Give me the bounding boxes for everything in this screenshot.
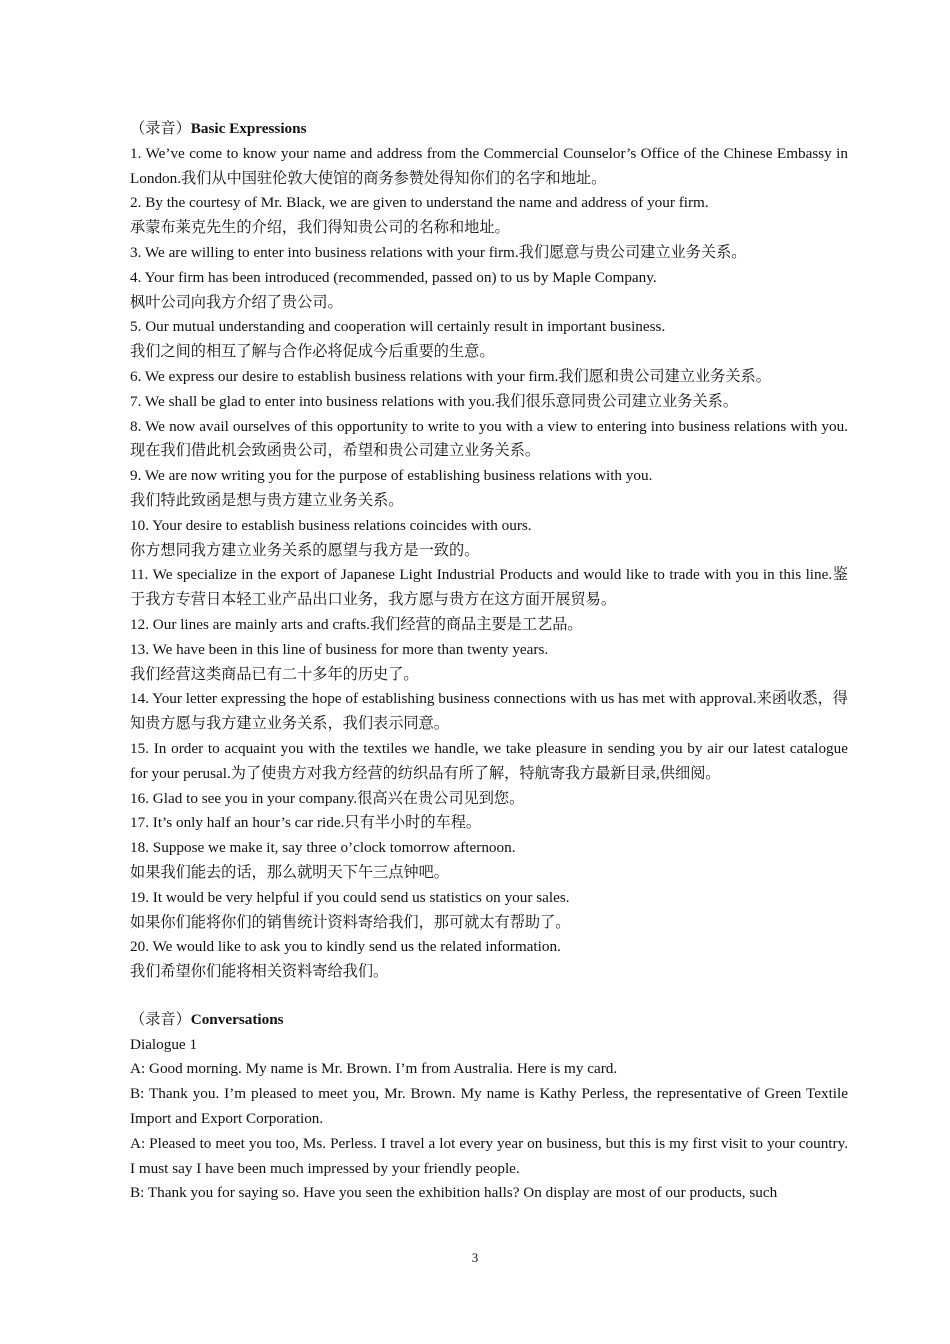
expression-item: 18. Suppose we make it, say three o’clock tomorrow afternoon. [130, 839, 516, 857]
expression-item: 2. By the courtesy of Mr. Black, we are given to understand the name and address of your firm. [130, 194, 709, 212]
expression-item: 13. We have been in this line of business for more than twenty years. [130, 640, 549, 658]
expression-translation: 我们希望你们能将相关资料寄给我们。 [130, 963, 389, 981]
expression-item: 17. It’s only half an hour’s car ride.只有半小时的车程。 [130, 814, 482, 832]
expression-item: 6. We express our desire to establish business relations with your firm.我们愿和贵公司建立业务关系。 [130, 367, 771, 385]
heading-title: Conversations [190, 1010, 284, 1028]
expression-item: 5. Our mutual understanding and cooperation will certainly result in important business. [130, 318, 666, 336]
document-page [130, 117, 848, 1206]
expression-item: 12. Our lines are mainly arts and crafts.我们经营的商品主要是工艺品。 [130, 615, 583, 633]
expression-translation: 我们之间的相互了解与合作必将促成今后重要的生意。 [130, 343, 495, 361]
expression-translation: 我们特此致函是想与贵方建立业务关系。 [130, 491, 404, 509]
heading-title: Basic Expressions [190, 120, 307, 137]
section-heading-basic-expressions [130, 117, 848, 142]
expression-item: 19. It would be very helpful if you could send us statistics on your sales. [130, 888, 570, 906]
dialogue-line: A: Good morning. My name is Mr. Brown. I’m from Australia. Here is my card. [130, 1060, 618, 1078]
page-number: 3 [471, 1250, 479, 1265]
expression-item: 15. In order to acquaint you with the textiles we handle, we take pleasure in sending you by air our latest catalogue for your perusal.为了使贵方对我方经营的纺织品有所了解，特航寄我方最新目录,供细阅。 [130, 739, 848, 782]
dialogue-title: Dialogue 1 [130, 1035, 198, 1053]
expression-item: 14. Your letter expressing the hope of establishing business connections with us has met with approval.来函收悉，得知贵方愿与我方建立业务关系，我们表示同意。 [130, 690, 848, 733]
dialogue-line: B: Thank you for saying so. Have you seen the exhibition halls? On display are most of our products, such [130, 1184, 778, 1202]
expression-translation: 如果我们能去的话，那么就明天下午三点钟吧。 [130, 863, 449, 881]
expression-item: 9. We are now writing you for the purpose of establishing business relations with you. [130, 467, 653, 485]
heading-prefix: （录音） [130, 120, 191, 137]
expression-translation: 承蒙布莱克先生的介绍，我们得知贵公司的名称和地址。 [130, 219, 510, 237]
expression-item: 4. Your firm has been introduced (recommended, passed on) to us by Maple Company. [130, 268, 657, 286]
expression-translation: 枫叶公司向我方介绍了贵公司。 [130, 293, 343, 311]
dialogue-line: A: Pleased to meet you too, Ms. Perless. I travel a lot every year on business, but this is my first visit to your country. I must say I have been much impressed by your friendly people. [130, 1134, 848, 1177]
expression-item: 10. Your desire to establish business relations coincides with ours. [130, 516, 532, 534]
expression-translation: 我们经营这类商品已有二十多年的历史了。 [130, 665, 419, 683]
dialogue-line: B: Thank you. I’m pleased to meet you, Mr. Brown. My name is Kathy Perless, the representative of Green Textile Import and Export Corporation. [130, 1085, 848, 1128]
expression-item: 11. We specialize in the export of Japanese Light Industrial Products and would like to trade with you in this line.鉴于我方专营日本轻工业产品出口业务，我方愿与贵方在这方面开展贸易。 [130, 566, 848, 609]
section-spacer [130, 985, 848, 1008]
section-heading-conversations [130, 1008, 848, 1033]
heading-prefix: （录音） [130, 1010, 191, 1028]
expression-item: 1. We’ve come to know your name and address from the Commercial Counselor’s Office of the Chinese Embassy in London.我们从中国驻伦敦大使馆的商务参赞处得知你们的名字和地址。 [130, 144, 848, 187]
expression-item: 8. We now avail ourselves of this opportunity to write to you with a view to entering into business relations with you.现在我们借此机会致函贵公司，希望和贵公司建立业务关系。 [130, 417, 848, 460]
expression-item: 16. Glad to see you in your company.很高兴在贵公司见到您。 [130, 789, 525, 807]
expression-translation: 如果你们能将你们的销售统计资料寄给我们，那可就太有帮助了。 [130, 913, 571, 931]
expression-item: 20. We would like to ask you to kindly send us the related information. [130, 938, 561, 956]
expression-item: 3. We are willing to enter into business relations with your firm.我们愿意与贵公司建立业务关系。 [130, 243, 747, 261]
expression-translation: 你方想同我方建立业务关系的愿望与我方是一致的。 [130, 541, 480, 559]
expression-item: 7. We shall be glad to enter into business relations with you.我们很乐意同贵公司建立业务关系。 [130, 392, 739, 410]
